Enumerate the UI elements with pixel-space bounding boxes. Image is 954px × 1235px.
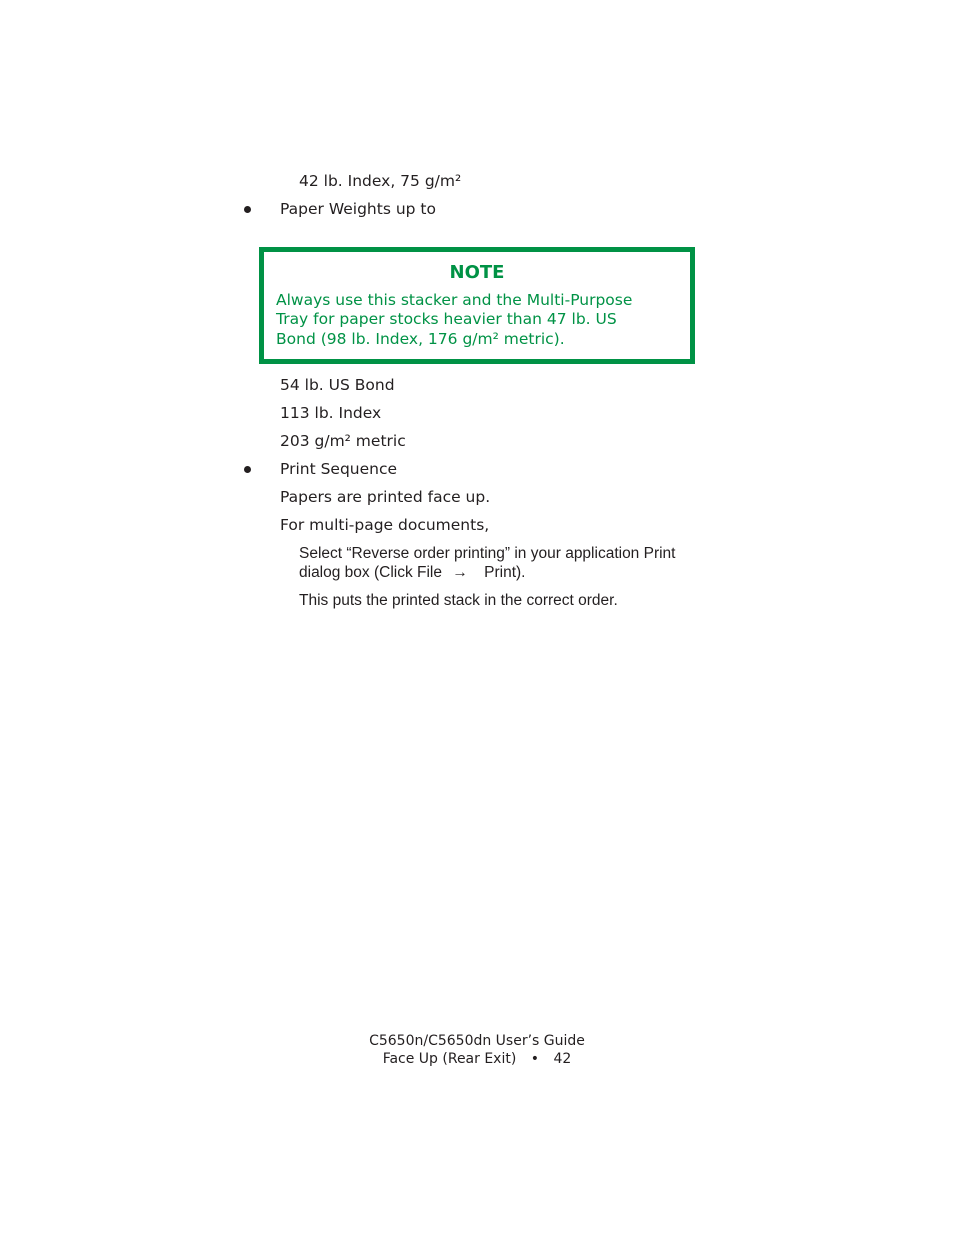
weight-text-203gsm: 203 g/m² metric [280,432,406,450]
weight-text-42lb: 42 lb. Index, 75 g/m² [299,172,462,190]
sequence-text-face-up: Papers are printed face up. [280,488,491,506]
print-sequence-heading: Print Sequence [280,460,398,478]
arrow-right-icon: → [452,564,468,581]
sequence-text-multipage: For multi-page documents, [280,516,490,534]
note-text-line-2: Tray for paper stocks heavier than 47 lb. US [276,310,617,328]
note-title: NOTE [449,262,505,283]
instruction-line-1: Select “Reverse order printing” in your application Print [299,545,676,562]
note-text-line-1: Always use this stacker and the Multi-Purpose [276,291,633,309]
footer-separator: • [530,1051,540,1067]
bullet-icon [244,466,251,473]
instruction-line-2 [299,563,525,582]
weight-text-113lb: 113 lb. Index [280,404,382,422]
note-text-line-3: Bond (98 lb. Index, 176 g/m² metric). [276,330,565,348]
weight-text-54lb: 54 lb. US Bond [280,376,395,394]
instruction-line-3: This puts the printed stack in the correct order. [299,592,618,609]
footer-guide-title: C5650n/C5650dn User’s Guide [369,1033,585,1049]
footer-section-name: Face Up (Rear Exit) [382,1051,517,1067]
bullet-icon [244,206,251,213]
footer-page-number: 42 [553,1051,572,1067]
instruction-click-file: dialog box (Click File [299,564,442,581]
paper-weights-heading: Paper Weights up to [280,200,436,218]
note-box [259,247,695,364]
footer-section-line [0,1051,954,1068]
instruction-print: Print). [484,564,526,581]
